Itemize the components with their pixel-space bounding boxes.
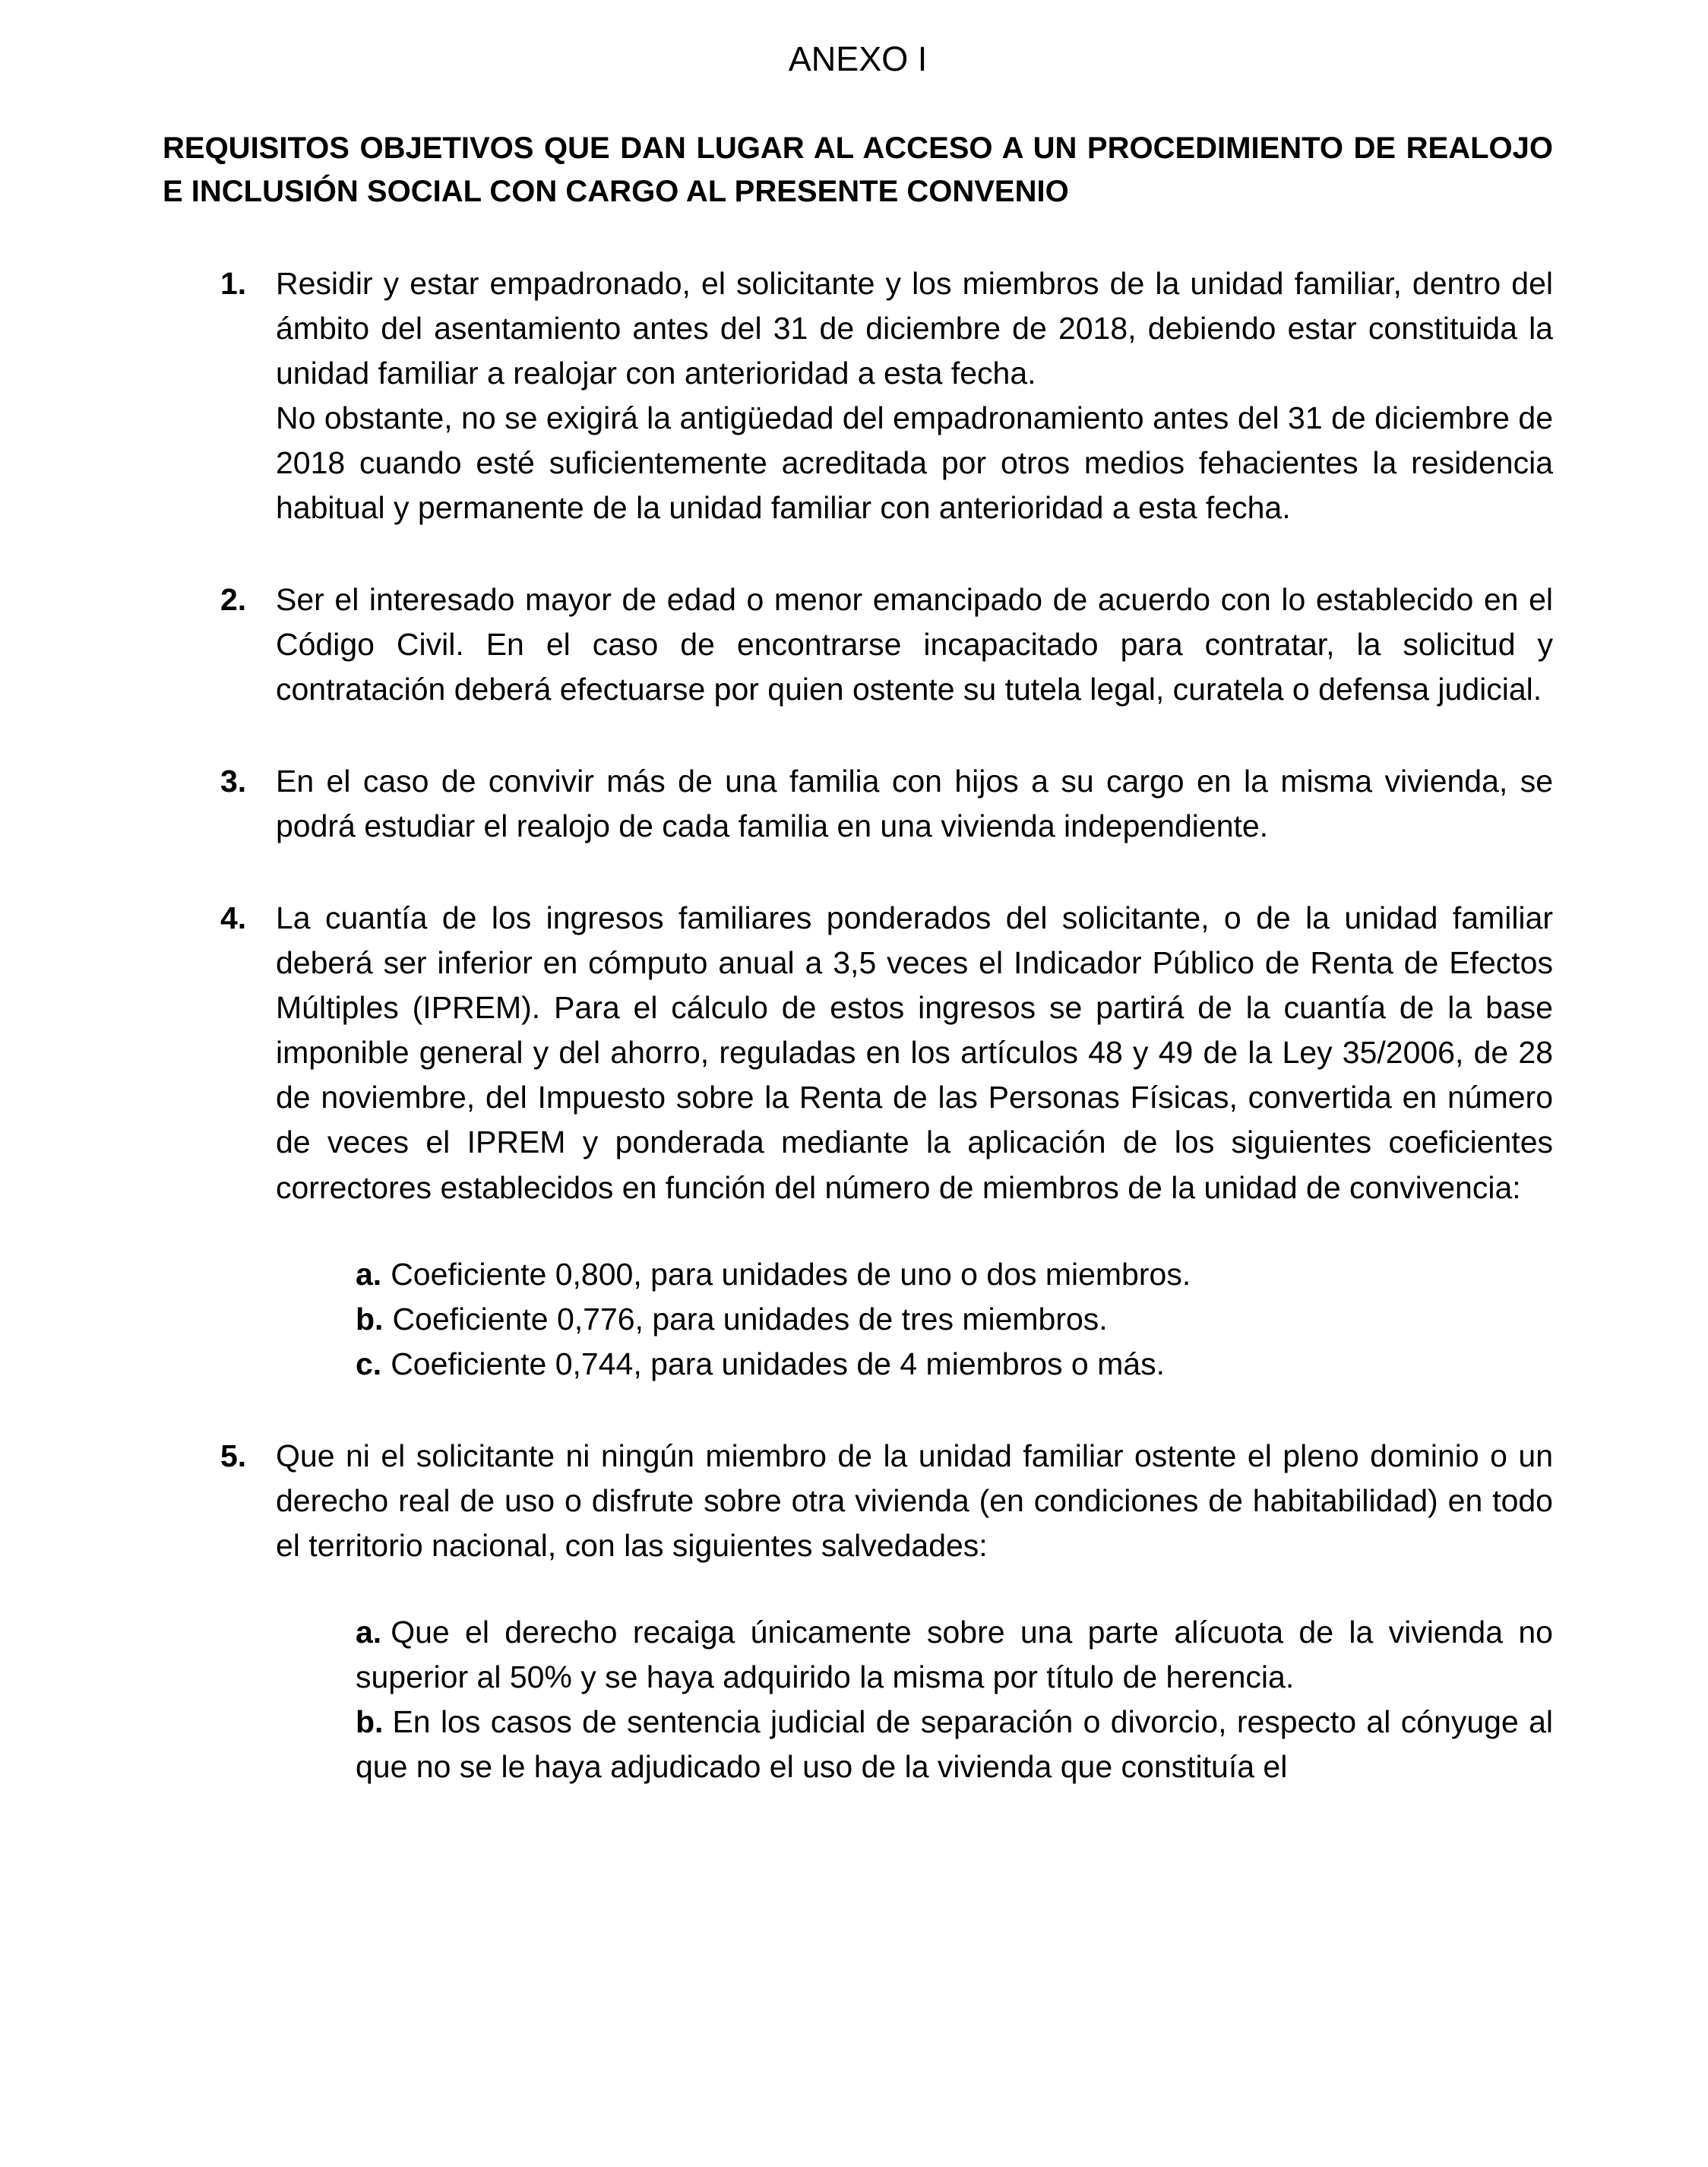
item-number: 1. — [220, 265, 247, 301]
sublist-item-a — [356, 1252, 1553, 1297]
sublist-text: En los casos de sentencia judicial de separación o divorcio, respecto al cónyuge al que no se le haya adjudicado el uso de la vivienda que constituía el — [356, 1704, 1553, 1784]
coefficients-sublist — [356, 1252, 1553, 1387]
sublist-text: Coeficiente 0,800, para unidades de uno o dos miembros. — [391, 1256, 1191, 1292]
item-paragraph: La cuantía de los ingresos familiares ponderados del solicitante, o de la unidad familiar deberá ser inferior en cómputo anual a 3,5 veces el Indicador Público de Renta de Efectos Múltiples (IPREM). Para el cálculo de estos ingresos se partirá de la cuantía de la base imponible general y del ahorro, reguladas en los artículos 48 y 49 de la Ley 35/2006, de 28 de noviembre, del Impuesto sobre la Renta de las Personas Físicas, convertida en número de veces el IPREM y ponderada mediante la aplicación de los siguientes coeficientes correctores establecidos en función del número de miembros de la unidad de convivencia: — [276, 900, 1553, 1205]
sublist-text: Coeficiente 0,776, para unidades de tres miembros. — [392, 1301, 1108, 1337]
sublist-item-a — [356, 1610, 1553, 1700]
item-body — [276, 261, 1553, 530]
item-number: 4. — [220, 900, 247, 936]
sublist-letter: a. — [356, 1614, 382, 1650]
sublist-text: Que el derecho recaiga únicamente sobre una parte alícuota de la vivienda no superior al 50% y se haya adquirido la misma por título de herencia. — [356, 1614, 1553, 1694]
item-body — [276, 1434, 1553, 1789]
list-item-1 — [163, 261, 1553, 530]
item-number: 3. — [220, 764, 247, 799]
list-item-4 — [163, 896, 1553, 1386]
item-number: 2. — [220, 582, 247, 618]
item-number: 5. — [220, 1438, 247, 1473]
sublist-letter: b. — [356, 1301, 384, 1337]
item-body — [276, 759, 1553, 849]
list-item-2 — [163, 577, 1553, 712]
exceptions-sublist — [356, 1610, 1553, 1789]
item-paragraph: Ser el interesado mayor de edad o menor emancipado de acuerdo con lo establecido en el Código Civil. En el caso de encontrarse incapacitado para contratar, la solicitud y contratación deberá efectuarse por quien ostente su tutela legal, curatela o defensa judicial. — [276, 582, 1553, 707]
sublist-letter: a. — [356, 1256, 382, 1292]
sublist-letter: c. — [356, 1346, 382, 1381]
item-paragraph: No obstante, no se exigirá la antigüedad del empadronamiento antes del 31 de diciembre de 2018 cuando esté suficientemente acreditada por otros medios fehacientes la residencia habitual y permanente de la unidad familiar con anterioridad a esta fecha. — [276, 400, 1553, 526]
sublist-letter: b. — [356, 1704, 384, 1739]
item-body — [276, 896, 1553, 1386]
item-body — [276, 577, 1553, 712]
page-title: ANEXO I — [788, 40, 928, 78]
item-paragraph: Que ni el solicitante ni ningún miembro de la unidad familiar ostente el pleno dominio o un derecho real de uso o disfrute sobre otra vivienda (en condiciones de habitabilidad) en todo el territorio nacional, con las siguientes salvedades: — [276, 1438, 1553, 1563]
sublist-text: Coeficiente 0,744, para unidades de 4 miembros o más. — [391, 1346, 1165, 1381]
item-paragraph: En el caso de convivir más de una familia con hijos a su cargo en la misma vivienda, se podrá estudiar el realojo de cada familia en una vivienda independiente. — [276, 764, 1553, 844]
document-heading: REQUISITOS OBJETIVOS QUE DAN LUGAR AL ACCESO A UN PROCEDIMIENTO DE REALOJO E INCLUSIÓN SOCIAL CON CARGO AL PRESENTE CONVENIO — [163, 131, 1553, 209]
list-item-3 — [163, 759, 1553, 849]
item-paragraph: Residir y estar empadronado, el solicitante y los miembros de la unidad familiar, dentro del ámbito del asentamiento antes del 31 de diciembre de 2018, debiendo estar constituida la unidad familiar a realojar con anterioridad a esta fecha. — [276, 265, 1553, 391]
sublist-item-b — [356, 1297, 1553, 1342]
sublist-item-c — [356, 1342, 1553, 1387]
sublist-item-b — [356, 1700, 1553, 1789]
list-item-5 — [163, 1434, 1553, 1789]
